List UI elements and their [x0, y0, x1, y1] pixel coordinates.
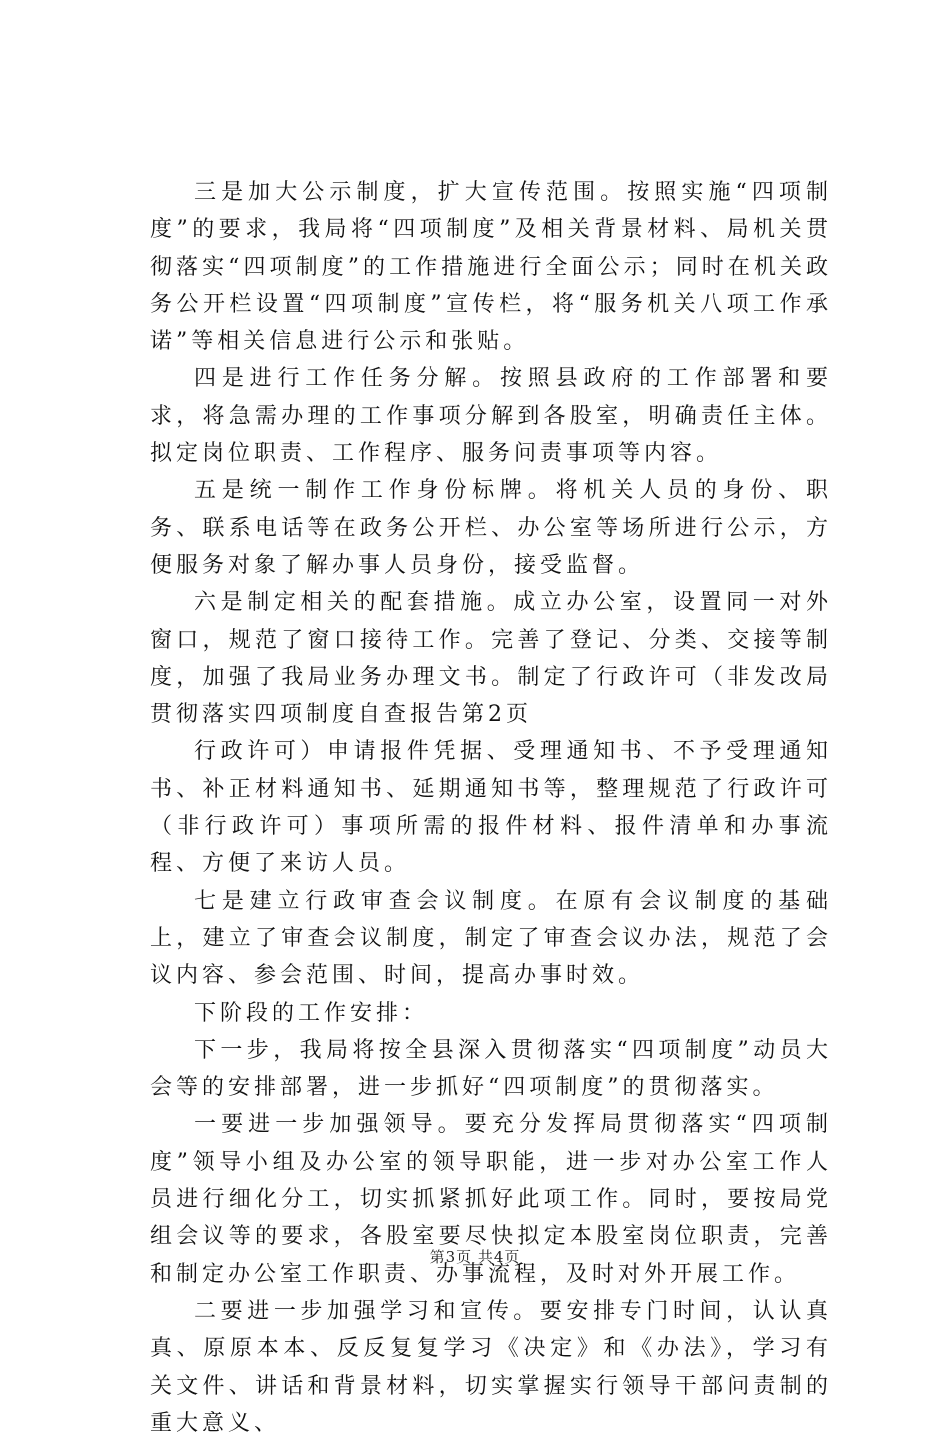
paragraph-next-step: 下一步，我局将按全县深入贯彻落实“四项制度”动员大会等的安排部署，进一步抓好“四项制度”的贯彻落实。 [150, 1037, 832, 1101]
paragraph-item-5: 五是统一制作工作身份标牌。将机关人员的身份、职务、联系电话等在政务公开栏、办公室等场所进行公示，方便服务对象了解办事人员身份，接受监督。 [150, 478, 832, 578]
paragraph-item-7: 七是建立行政审查会议制度。在原有会议制度的基础上，建立了审查会议制度，制定了审查会议办法，规范了会议内容、参会范围、时间，提高办事时效。 [150, 888, 832, 989]
paragraph-item-6: 六是制定相关的配套措施。成立办公室，设置同一对外窗口，规范了窗口接待工作。完善了登记、分类、交接等制度，加强了我局业务办理文书。制定了行政许可（非发改局贯彻落实四项制度自查报告第2页 [150, 590, 832, 728]
paragraph-plan-1: 一要进一步加强领导。要充分发挥局贯彻落实“四项制度”领导小组及办公室的领导职能，进一步对办公室工作人员进行细化分工，切实抓紧抓好此项工作。同时，要按局党组会议等的要求，各股室要尽快拟定本股室岗位职责，完善和制定办公室工作职责、办事流程，及时对外开展工作。 [150, 1112, 832, 1287]
paragraph-item-4: 四是进行工作任务分解。按照县政府的工作部署和要求，将急需办理的工作事项分解到各股室，明确责任主体。拟定岗位职责、工作程序、服务问责事项等内容。 [150, 366, 832, 467]
paragraph-continuation: 行政许可）申请报件凭据、受理通知书、不予受理通知书、补正材料通知书、延期通知书等，整理规范了行政许可（非行政许可）事项所需的报件材料、报件清单和办事流程、方便了来访人员。 [150, 739, 832, 877]
page-number-footer: 第3页 共4页 [429, 1248, 521, 1266]
paragraph-plan-2: 二要进一步加强学习和宣传。要安排专门时间，认认真真、原原本本、反反复复学习《决定》和《办法》，学习有关文件、讲话和背景材料，切实掌握实行领导干部问责制的重大意义、 [150, 1298, 832, 1436]
section-heading: 下阶段的工作安排： [194, 1000, 429, 1026]
paragraph-item-3: 三是加大公示制度，扩大宣传范围。按照实施“四项制度”的要求，我局将“四项制度”及相关背景材料、局机关贯彻落实“四项制度”的工作措施进行全面公示；同时在机关政务公开栏设置“四项制度”宣传栏，将“服务机关八项工作承诺”等相关信息进行公示和张贴。 [150, 180, 832, 355]
